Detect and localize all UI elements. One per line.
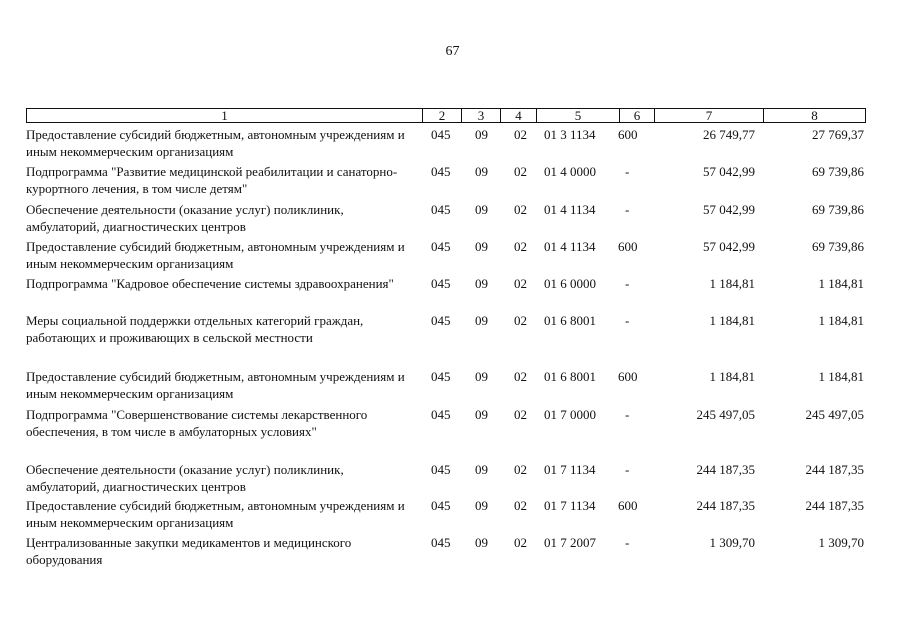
row-col-6: 600	[618, 498, 638, 513]
row-col-6: -	[625, 202, 630, 217]
row-col-7: 244 187,35	[696, 498, 755, 513]
row-col-2: 045	[431, 239, 451, 254]
row-col-3: 09	[475, 407, 488, 422]
row-col-6: -	[625, 535, 630, 550]
row-col-2: 045	[431, 276, 451, 291]
row-col-8: 1 184,81	[818, 313, 864, 328]
row-col-3: 09	[475, 202, 488, 217]
row-col-5: 01 7 1134	[544, 498, 596, 513]
row-col-8: 1 184,81	[818, 369, 864, 384]
row-col-7: 1 184,81	[709, 313, 755, 328]
row-col-4: 02	[514, 407, 527, 422]
row-description: Подпрограмма "Совершенствование системы лекарственного обеспечения, в том числе в амбулаторных условиях"	[26, 407, 368, 439]
row-description: Подпрограмма "Кадровое обеспечение системы здравоохранения"	[26, 276, 394, 291]
row-col-3: 09	[475, 498, 488, 513]
row-col-3: 09	[475, 239, 488, 254]
row-col-8: 27 769,37	[812, 127, 864, 142]
row-description: Меры социальной поддержки отдельных категорий граждан, работающих и проживающих в сельской местности	[26, 313, 364, 345]
header-col-6: 6	[619, 108, 655, 123]
row-col-3: 09	[475, 127, 488, 142]
row-col-6: 600	[618, 127, 638, 142]
row-col-8: 69 739,86	[812, 239, 864, 254]
row-col-8: 245 497,05	[805, 407, 864, 422]
row-col-4: 02	[514, 202, 527, 217]
header-col-5: 5	[536, 108, 620, 123]
row-col-8: 244 187,35	[805, 498, 864, 513]
row-col-2: 045	[431, 498, 451, 513]
row-col-2: 045	[431, 313, 451, 328]
row-col-4: 02	[514, 164, 527, 179]
row-col-8: 244 187,35	[805, 462, 864, 477]
row-col-5: 01 7 0000	[544, 407, 596, 422]
row-col-2: 045	[431, 202, 451, 217]
row-col-5: 01 6 8001	[544, 369, 596, 384]
row-description: Предоставление субсидий бюджетным, автономным учреждениям и иным некоммерческим организациям	[26, 127, 405, 159]
header-col-7: 7	[654, 108, 764, 123]
row-col-3: 09	[475, 369, 488, 384]
row-col-7: 1 184,81	[709, 369, 755, 384]
row-col-6: -	[625, 313, 630, 328]
row-col-8: 69 739,86	[812, 202, 864, 217]
header-col-8: 8	[763, 108, 866, 123]
row-col-5: 01 6 0000	[544, 276, 596, 291]
row-col-7: 1 309,70	[709, 535, 755, 550]
row-col-4: 02	[514, 127, 527, 142]
row-col-7: 57 042,99	[703, 164, 755, 179]
row-col-4: 02	[514, 313, 527, 328]
header-col-2: 2	[422, 108, 462, 123]
row-col-2: 045	[431, 462, 451, 477]
row-col-5: 01 7 2007	[544, 535, 596, 550]
row-col-3: 09	[475, 164, 488, 179]
row-col-7: 1 184,81	[709, 276, 755, 291]
table-header	[26, 108, 866, 125]
row-col-4: 02	[514, 498, 527, 513]
row-col-3: 09	[475, 276, 488, 291]
row-col-7: 245 497,05	[696, 407, 755, 422]
row-description: Предоставление субсидий бюджетным, автономным учреждениям и иным некоммерческим организациям	[26, 498, 405, 530]
row-description: Обеспечение деятельности (оказание услуг) поликлиник, амбулаторий, диагностических центров	[26, 462, 344, 494]
header-col-4: 4	[500, 108, 537, 123]
row-col-8: 69 739,86	[812, 164, 864, 179]
header-col-3: 3	[461, 108, 501, 123]
row-col-6: -	[625, 407, 630, 422]
row-col-3: 09	[475, 313, 488, 328]
row-col-4: 02	[514, 462, 527, 477]
header-col-1: 1	[26, 108, 423, 123]
row-description: Обеспечение деятельности (оказание услуг) поликлиник, амбулаторий, диагностических центров	[26, 202, 344, 234]
row-col-4: 02	[514, 535, 527, 550]
row-col-5: 01 4 1134	[544, 239, 596, 254]
row-col-2: 045	[431, 369, 451, 384]
row-col-2: 045	[431, 127, 451, 142]
row-col-6: -	[625, 164, 630, 179]
row-col-4: 02	[514, 239, 527, 254]
row-col-7: 244 187,35	[696, 462, 755, 477]
row-col-5: 01 4 1134	[544, 202, 596, 217]
row-col-6: 600	[618, 239, 638, 254]
row-col-4: 02	[514, 369, 527, 384]
row-col-5: 01 4 0000	[544, 164, 596, 179]
row-col-3: 09	[475, 462, 488, 477]
row-col-3: 09	[475, 535, 488, 550]
row-col-2: 045	[431, 535, 451, 550]
row-description: Подпрограмма "Развитие медицинской реабилитации и санаторно-курортного лечения, в том числе детям"	[26, 164, 398, 196]
row-col-4: 02	[514, 276, 527, 291]
row-col-2: 045	[431, 407, 451, 422]
page-number: 67	[445, 44, 460, 59]
row-col-2: 045	[431, 164, 451, 179]
row-col-6: -	[625, 276, 630, 291]
row-col-6: -	[625, 462, 630, 477]
row-col-5: 01 7 1134	[544, 462, 596, 477]
row-col-8: 1 309,70	[818, 535, 864, 550]
row-description: Предоставление субсидий бюджетным, автономным учреждениям и иным некоммерческим организациям	[26, 369, 405, 401]
row-col-7: 57 042,99	[703, 202, 755, 217]
row-description: Централизованные закупки медикаментов и медицинского оборудования	[26, 535, 352, 567]
row-col-7: 26 749,77	[703, 127, 755, 142]
row-col-7: 57 042,99	[703, 239, 755, 254]
row-col-8: 1 184,81	[818, 276, 864, 291]
row-col-5: 01 3 1134	[544, 127, 596, 142]
row-description: Предоставление субсидий бюджетным, автономным учреждениям и иным некоммерческим организациям	[26, 239, 405, 271]
row-col-5: 01 6 8001	[544, 313, 596, 328]
row-col-6: 600	[618, 369, 638, 384]
